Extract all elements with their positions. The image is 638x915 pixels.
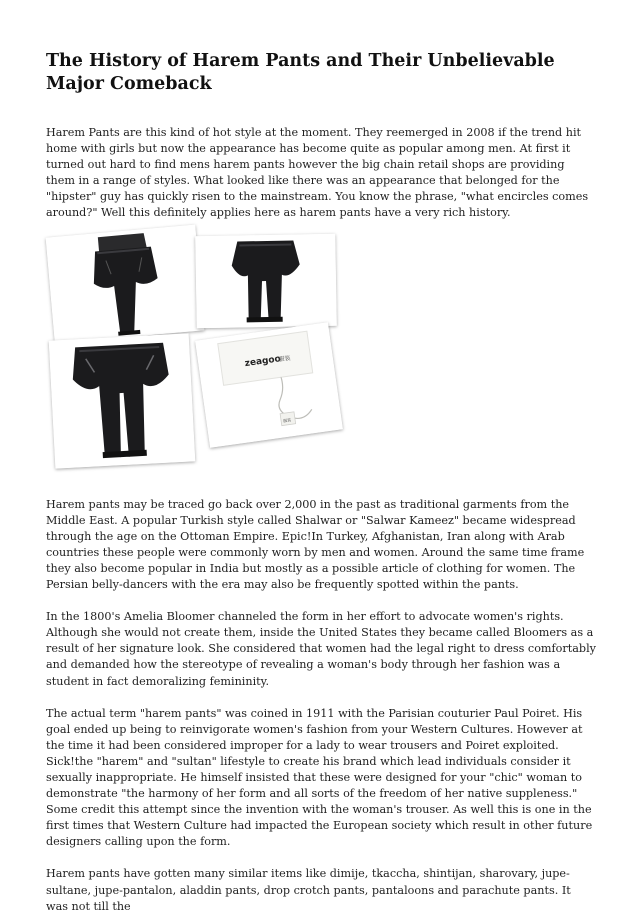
photo-brand-tag — [195, 322, 343, 448]
paragraph-similar-items: Harem pants have gotten many similar items like dimije, tkaccha, shintijan, sharovary, jupe-sultane, jupe-pantalon, aladdin pants, drop crotch pants, pantaloons and parachute pants. It was not till the — [46, 867, 571, 913]
photo-pants-worn — [46, 224, 205, 343]
photo-pants-detail — [49, 333, 196, 468]
paragraph-intro: Harem Pants are this kind of hot style at the moment. They reemerged in 2008 if the trend hit home with girls but now the appearance has become quite as popular among men. At first it turned out hard to find mens harem pants however the big chain retail shops are providing them in a range of styles. What looked like there was an appearance that belonged for the "hipster" guy has quickly risen to the mainstream. You know the phrase, "what encircles comes around?" Well this definitely applies here as harem pants have a very rich history. — [46, 126, 589, 220]
brand-tag-illustration — [195, 322, 343, 448]
pants-worn-illustration — [46, 224, 205, 343]
product-photo-collage — [46, 239, 346, 471]
paragraph-poiret: The actual term "harem pants" was coined in 1911 with the Parisian couturier Paul Poiret. His goal ended up being to reinvigorate women's fashion from your Western Cultures. However at the time it had been considered improper for a lady to wear trousers and Poiret exploited. Sick!the "harem" and "sultan" lifestyle to create his brand which lead individuals consider it sexually inappropriate. He himself insisted that these were designed for your "chic" woman to demonstrate "the harmony of her form and all sorts of the freedom of her native suppleness." Some credit this attempt since the invention with the woman's trouser. As well this is one in the first times that Western Culture had impacted the European society which result in other future designers calling upon the form. — [46, 706, 593, 849]
tag-brand-suffix: 服装 — [278, 354, 291, 363]
photo-pants-flat — [195, 233, 337, 327]
pants-flat-illustration — [195, 233, 337, 327]
article-title: The History of Harem Pants and Their Unbelievable Major Comeback — [46, 51, 555, 94]
paragraph-origins: Harem pants may be traced go back over 2,000 in the past as traditional garments from the Middle East. A popular Turkish style called Shalwar or "Salwar Kameez" became widespread through the age on the Ottoman Empire. Epic!In Turkey, Afghanistan, Iran along with Arab countries these people were commonly worn by men and women. Around the same time frame they also become popular in India but mostly as a possible article of clothing for women. The Persian belly-dancers with the era may also be frequently spotted within the pants. — [46, 497, 585, 592]
paragraph-bloomer: In the 1800's Amelia Bloomer channeled the form in her effort to advocate women's rights. Although she would not create them, inside the United States they became called Bloomers as a result of her signature look. She considered that women had the legal right to dress comfortably and demanded how the stereotype of revealing a woman's body through her fashion was a student in fact demoralizing femininity. — [46, 610, 596, 688]
pants-detail-illustration — [49, 333, 196, 468]
tag-brand-text: zeagoo — [244, 353, 282, 369]
tag-small-text: 服装 — [282, 416, 292, 423]
article — [46, 50, 596, 915]
